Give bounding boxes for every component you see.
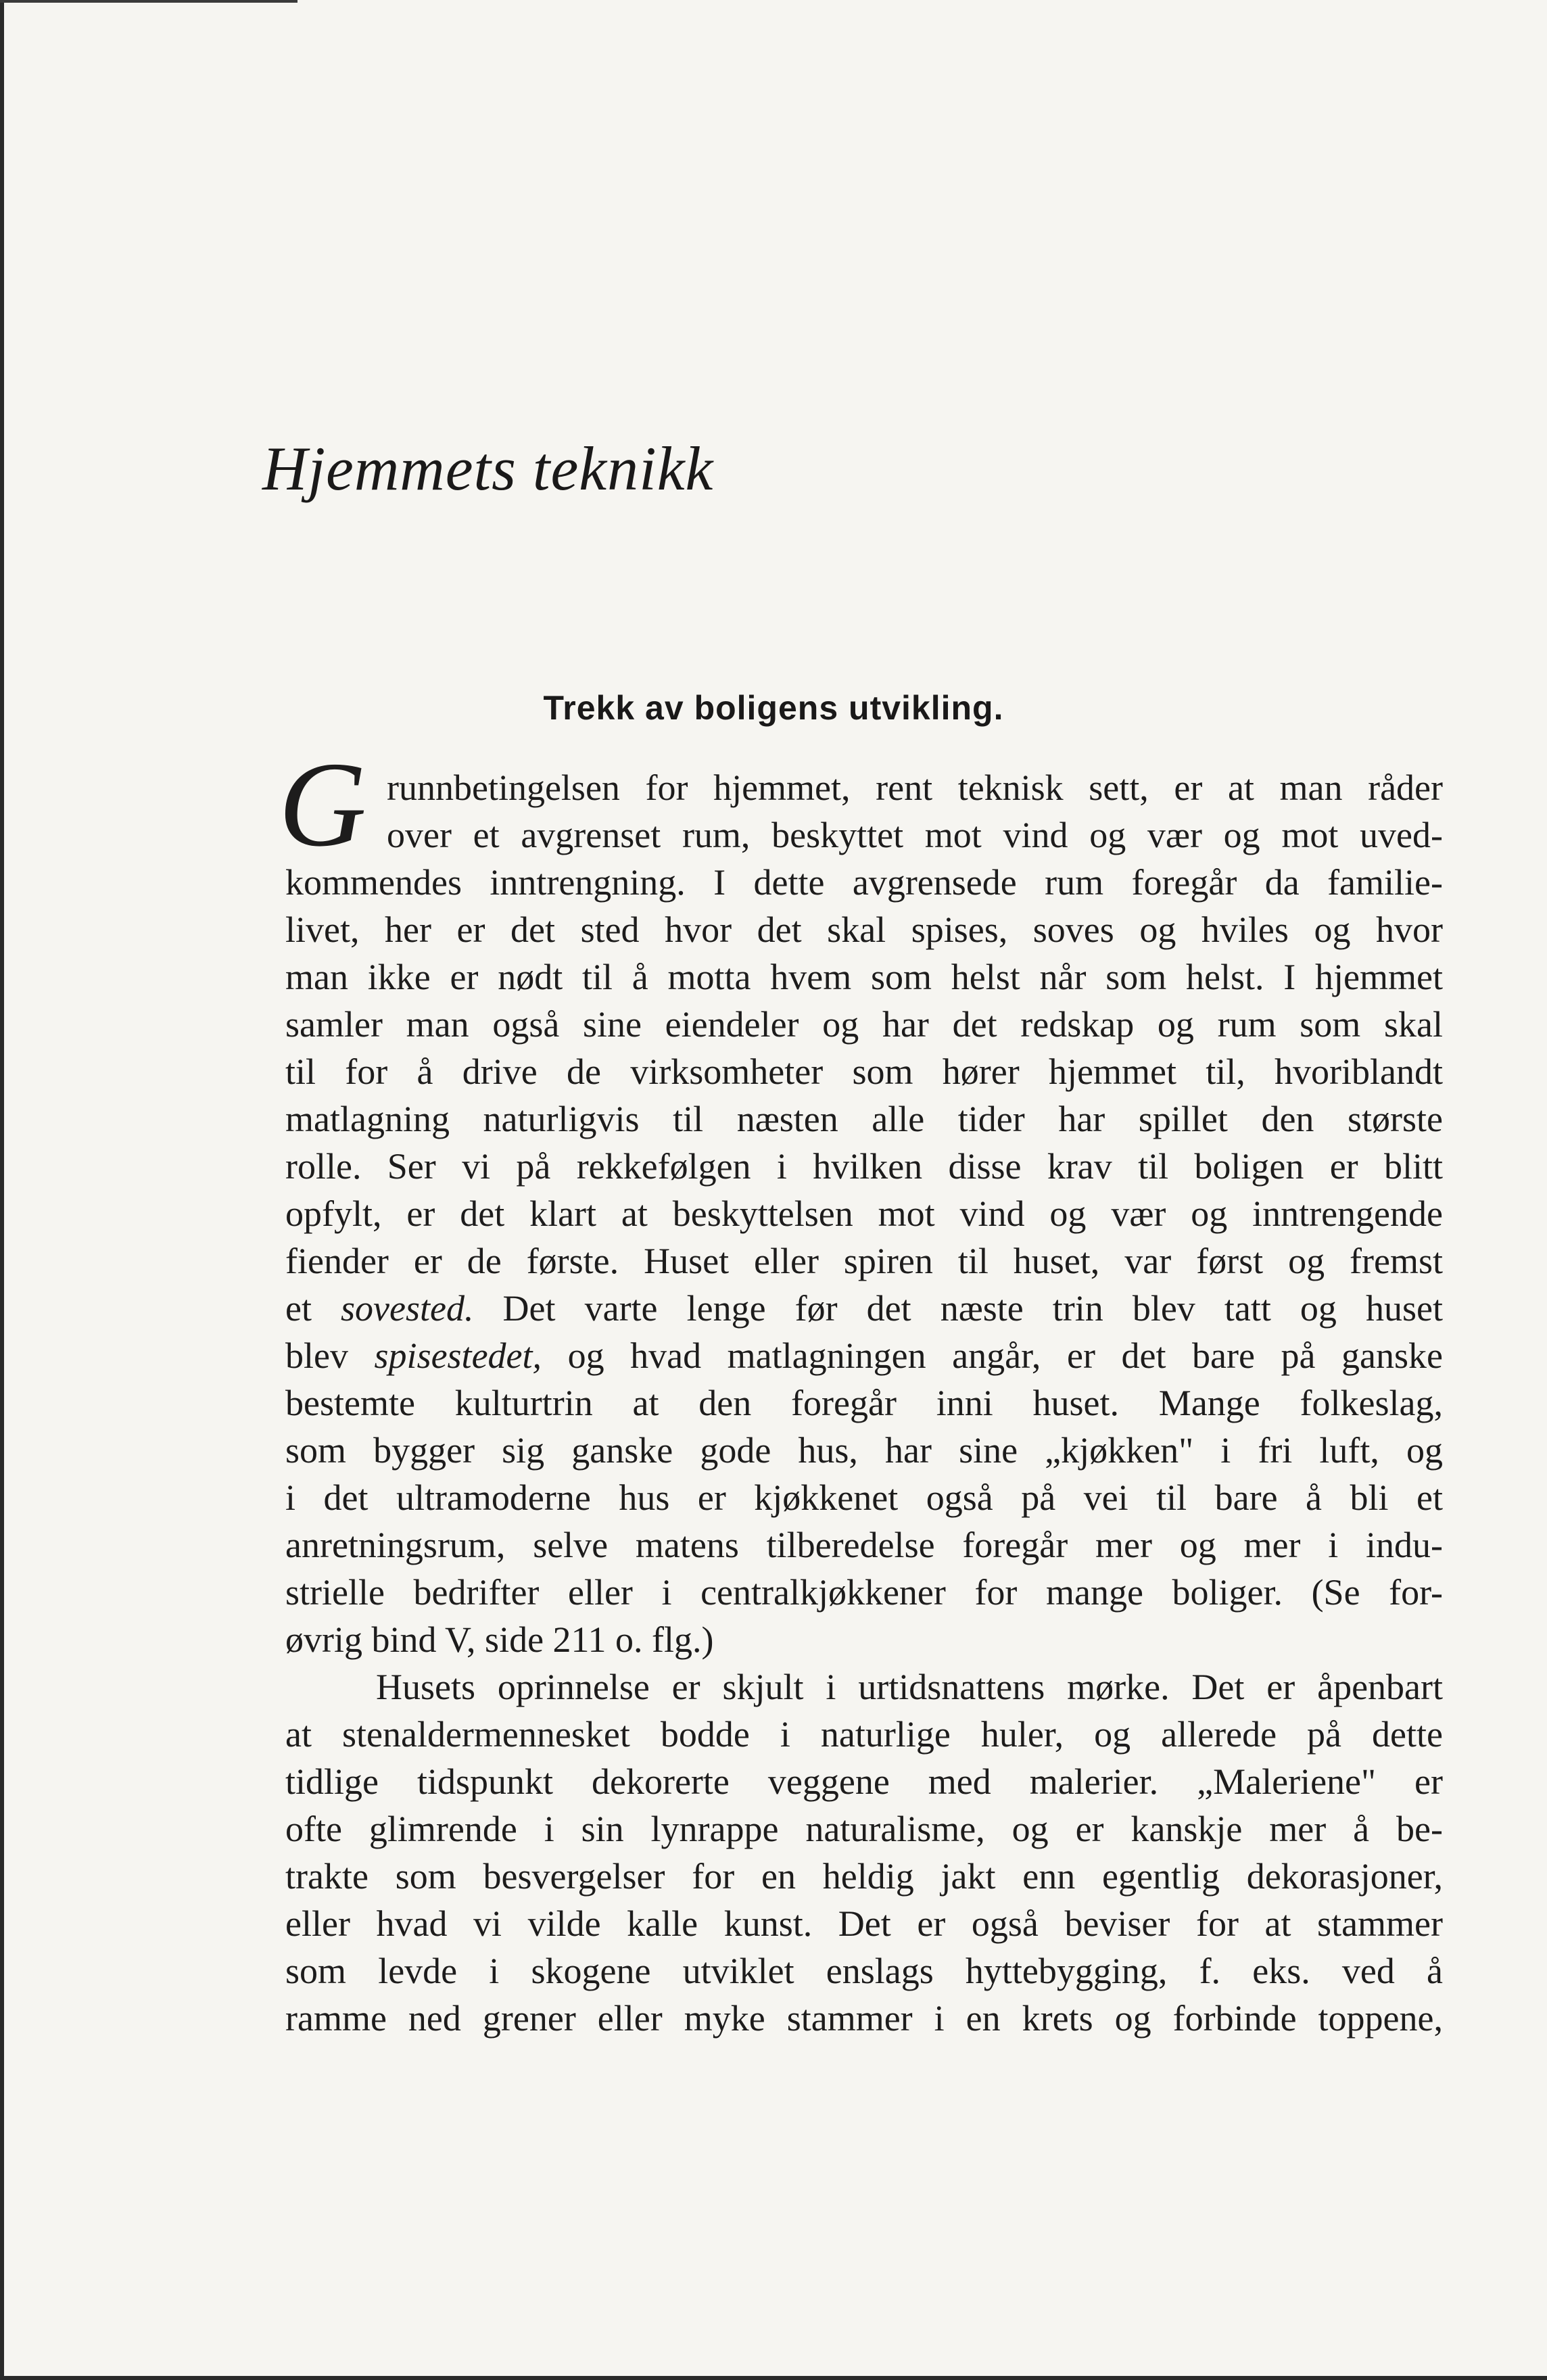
text-line: eller hvad vi vilde kalle kunst. Det er også beviser for at stammer [285, 1903, 1443, 1944]
text-span: Det varte lenge før det næste trin blev tatt og huset [473, 1288, 1443, 1329]
text-line: Husets oprinnelse er skjult i urtidsnattens mørke. Det er åpenbart [376, 1667, 1443, 1707]
text-line: matlagning naturligvis til næsten alle tider har spillet den største [285, 1099, 1443, 1139]
text-line: samler man også sine eiendeler og har det redskap og rum som skal [285, 1004, 1443, 1045]
italic-word: spisestedet, [374, 1335, 542, 1376]
text-line: opfylt, er det klart at beskyttelsen mot vind og vær og inntrengende [285, 1193, 1443, 1234]
page-edge-top [0, 0, 298, 3]
italic-word: sovested. [341, 1288, 474, 1329]
text-line: rolle. Ser vi på rekkefølgen i hvilken disse krav til boligen er blitt [285, 1146, 1443, 1187]
text-line: i det ultramoderne hus er kjøkkenet også på vei til bare å bli et [285, 1477, 1443, 1518]
text-line: trakte som besvergelser for en heldig jakt enn egentlig dekorasjoner, [285, 1856, 1443, 1897]
text-line: man ikke er nødt til å motta hvem som helst når som helst. I hjemmet [285, 957, 1443, 997]
text-line [285, 1285, 1443, 1332]
text-line: fiender er de første. Huset eller spiren til huset, var først og fremst [285, 1241, 1443, 1281]
text-span: et [285, 1288, 341, 1329]
text-line: over et avgrenset rum, beskyttet mot vind og vær og mot uved- [387, 815, 1443, 855]
text-line: strielle bedrifter eller i centralkjøkkener for mange boliger. (Se for- [285, 1572, 1443, 1613]
drop-cap: G [279, 737, 366, 872]
text-span: og hvad matlagningen angår, er det bare på ganske [542, 1335, 1443, 1376]
section-heading: Trekk av boligens utvikling. [543, 689, 1004, 727]
text-line: som bygger sig ganske gode hus, har sine „kjøkken" i fri luft, og [285, 1430, 1443, 1471]
text-span: blev [285, 1335, 375, 1376]
text-line [285, 1332, 1443, 1379]
page-edge-left [0, 0, 4, 2380]
text-line: kommendes inntrengning. I dette avgrensede rum foregår da familie- [285, 862, 1443, 903]
text-line: livet, her er det sted hvor det skal spises, soves og hviles og hvor [285, 909, 1443, 950]
text-line: øvrig bind V, side 211 o. flg.) [285, 1619, 714, 1660]
text-line: tidlige tidspunkt dekorerte veggene med malerier. „Maleriene" er [285, 1761, 1443, 1802]
text-line: at stenaldermennesket bodde i naturlige huler, og allerede på dette [285, 1714, 1443, 1755]
text-line: anretningsrum, selve matens tilberedelse foregår mer og mer i indu- [285, 1525, 1443, 1565]
text-line: ramme ned grener eller myke stammer i en krets og forbinde toppene, [285, 1998, 1443, 2039]
text-line: til for å drive de virksomheter som hører hjemmet til, hvoriblandt [285, 1051, 1443, 1092]
text-line: ofte glimrende i sin lynrappe naturalisme, og er kanskje mer å be- [285, 1809, 1443, 1849]
text-line: som levde i skogene utviklet enslags hyttebygging, f. eks. ved å [285, 1951, 1443, 1991]
page-edge-bottom [0, 2376, 1547, 2380]
text-line: runnbetingelsen for hjemmet, rent teknisk sett, er at man råder [387, 767, 1443, 808]
chapter-title: Hjemmets teknikk [262, 434, 714, 503]
text-line: bestemte kulturtrin at den foregår inni huset. Mange folkeslag, [285, 1383, 1443, 1423]
